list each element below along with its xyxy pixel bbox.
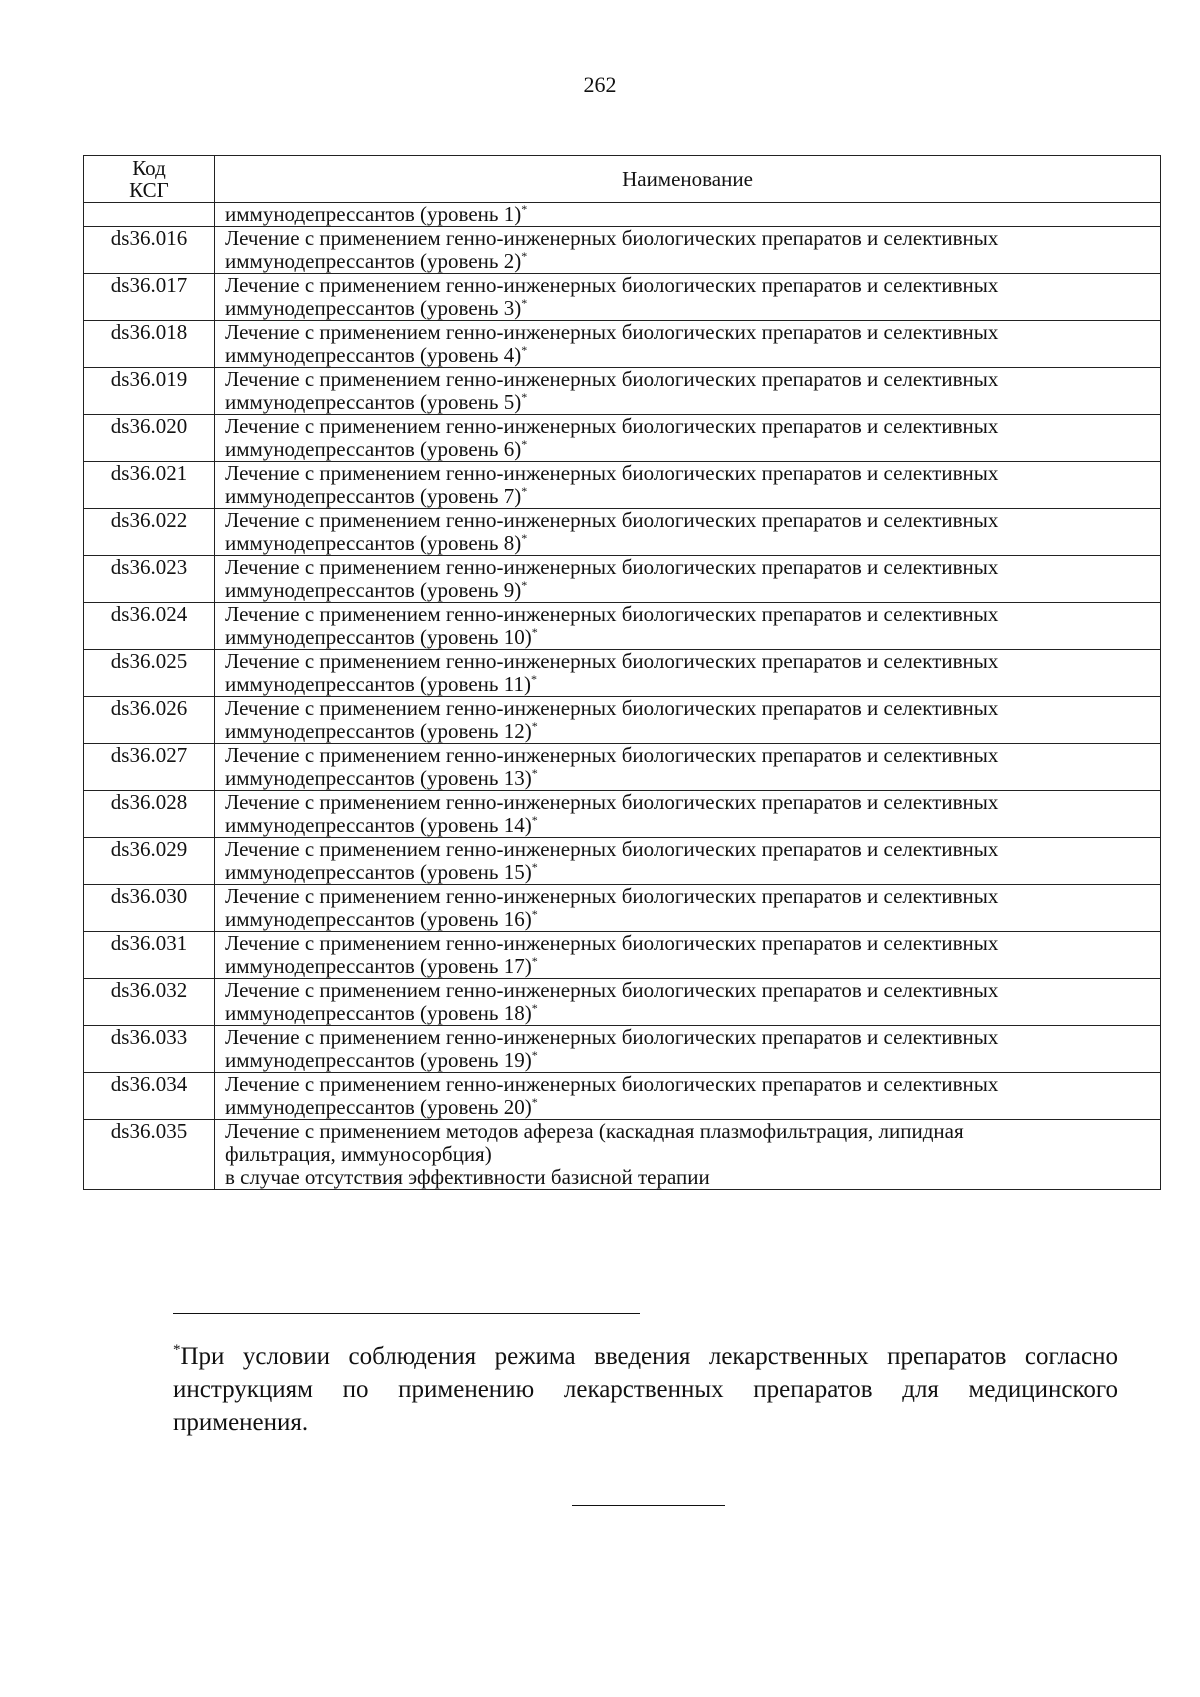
table-row (84, 791, 1161, 838)
row-name-line2 (225, 1002, 1152, 1025)
row-name (215, 979, 1161, 1026)
continuation-row (84, 203, 1161, 227)
footnote-mark: * (531, 766, 538, 780)
row-code: ds36.018 (84, 321, 215, 368)
row-name-line2 (225, 344, 1152, 367)
table-row (84, 603, 1161, 650)
table-row (84, 321, 1161, 368)
continuation-text: иммунодепрессантов (уровень 1) (225, 202, 522, 226)
footnote-mark: * (531, 625, 538, 639)
row-name-line1: Лечение с применением генно-инженерных биологических препаратов и селективных (225, 508, 999, 532)
row-name (215, 368, 1161, 415)
row-code: ds36.022 (84, 509, 215, 556)
row-name-line1: Лечение с применением генно-инженерных биологических препаратов и селективных (225, 414, 999, 438)
row-code: ds36.023 (84, 556, 215, 603)
row-name-line2 (225, 532, 1152, 555)
row-name-line2 (225, 1049, 1152, 1072)
footnote-separator (173, 1313, 640, 1314)
row-name (215, 415, 1161, 462)
row-code: ds36.033 (84, 1026, 215, 1073)
row-name (215, 603, 1161, 650)
row-name (215, 650, 1161, 697)
table-row (84, 415, 1161, 462)
row-name-level-text: иммунодепрессантов (уровень 2) (225, 249, 522, 273)
row-code: ds36.019 (84, 368, 215, 415)
footnote (173, 1340, 1118, 1439)
row-name-level-text: иммунодепрессантов (уровень 16) (225, 907, 532, 931)
table-row (84, 697, 1161, 744)
footnote-mark: * (521, 531, 528, 545)
footnote-mark: * (531, 719, 538, 733)
row-code: ds36.021 (84, 462, 215, 509)
row-name-level-text: иммунодепрессантов (уровень 17) (225, 954, 532, 978)
footnote-mark: * (531, 1095, 538, 1109)
row-code: ds36.035 (84, 1120, 215, 1190)
row-name-line1: Лечение с применением генно-инженерных биологических препаратов и селективных (225, 931, 999, 955)
table-row (84, 509, 1161, 556)
footnote-mark: * (531, 907, 538, 921)
table-row (84, 1120, 1161, 1190)
footnote-mark: * (531, 1048, 538, 1062)
row-name-line2 (225, 720, 1152, 743)
footnote-mark: * (521, 437, 528, 451)
continuation-code (84, 203, 215, 227)
row-name-line2 (225, 814, 1152, 837)
row-name (215, 885, 1161, 932)
row-name-line1: Лечение с применением генно-инженерных биологических препаратов и селективных (225, 1072, 999, 1096)
footnote-mark: * (173, 1342, 181, 1358)
footnote-mark: * (531, 860, 538, 874)
row-name-line2 (225, 908, 1152, 931)
footnote-mark: * (521, 249, 528, 263)
row-code: ds36.020 (84, 415, 215, 462)
row-name-level-text: иммунодепрессантов (уровень 4) (225, 343, 522, 367)
row-code: ds36.024 (84, 603, 215, 650)
table-row (84, 227, 1161, 274)
row-name-line1: Лечение с применением генно-инженерных биологических препаратов и селективных (225, 1025, 999, 1049)
row-name-line1: Лечение с применением генно-инженерных биологических препаратов и селективных (225, 696, 999, 720)
row-code: ds36.017 (84, 274, 215, 321)
row-name-line2 (225, 579, 1152, 602)
row-name-line2 (225, 861, 1152, 884)
row-name-line1: Лечение с применением методов афереза (каскадная плазмофильтрация, липидная (225, 1119, 964, 1143)
row-name-level-text: иммунодепрессантов (уровень 15) (225, 860, 532, 884)
row-code: ds36.030 (84, 885, 215, 932)
row-code: ds36.025 (84, 650, 215, 697)
row-name-level-text: иммунодепрессантов (уровень 10) (225, 625, 532, 649)
row-name-line1: Лечение с применением генно-инженерных биологических препаратов и селективных (225, 226, 999, 250)
row-code: ds36.026 (84, 697, 215, 744)
row-name-level-text: иммунодепрессантов (уровень 6) (225, 437, 522, 461)
table-row (84, 368, 1161, 415)
row-name-line1: Лечение с применением генно-инженерных биологических препаратов и селективных (225, 320, 999, 344)
row-name (215, 1026, 1161, 1073)
table-row (84, 885, 1161, 932)
row-name-line3: в случае отсутствия эффективности базисной терапии (225, 1165, 710, 1189)
row-name-line2 (225, 391, 1152, 414)
footnote-mark: * (521, 484, 528, 498)
row-name (215, 556, 1161, 603)
row-name-line2 (225, 438, 1152, 461)
row-name-line2 (225, 1096, 1152, 1119)
row-name (215, 791, 1161, 838)
row-name (215, 838, 1161, 885)
table-row (84, 556, 1161, 603)
row-code: ds36.016 (84, 227, 215, 274)
row-name-level-text: иммунодепрессантов (уровень 7) (225, 484, 522, 508)
row-name-line1: Лечение с применением генно-инженерных биологических препаратов и селективных (225, 602, 999, 626)
row-name-line1: Лечение с применением генно-инженерных биологических препаратов и селективных (225, 367, 999, 391)
row-name-line1: Лечение с применением генно-инженерных биологических препаратов и селективных (225, 273, 999, 297)
row-name-line2 (225, 485, 1152, 508)
row-name-line1: Лечение с применением генно-инженерных биологических препаратов и селективных (225, 555, 999, 579)
row-name (215, 697, 1161, 744)
footnote-mark: * (521, 578, 528, 592)
row-name-line1: Лечение с применением генно-инженерных биологических препаратов и селективных (225, 837, 999, 861)
row-name-level-text: иммунодепрессантов (уровень 3) (225, 296, 522, 320)
table-row (84, 274, 1161, 321)
row-code: ds36.028 (84, 791, 215, 838)
table-row (84, 1026, 1161, 1073)
row-code: ds36.032 (84, 979, 215, 1026)
footnote-mark: * (531, 954, 538, 968)
ksg-table (83, 155, 1161, 1190)
end-separator (572, 1505, 725, 1506)
table-row (84, 744, 1161, 791)
row-name-line2 (225, 673, 1152, 696)
row-name-line1: Лечение с применением генно-инженерных биологических препаратов и селективных (225, 743, 999, 767)
row-name-level-text: иммунодепрессантов (уровень 12) (225, 719, 532, 743)
table-row (84, 1073, 1161, 1120)
footnote-mark: * (521, 390, 528, 404)
footnote-mark: * (521, 202, 528, 216)
footnote-mark: * (531, 1001, 538, 1015)
row-name-line1: Лечение с применением генно-инженерных биологических препаратов и селективных (225, 461, 999, 485)
row-name-level-text: иммунодепрессантов (уровень 11) (225, 672, 531, 696)
table-row (84, 650, 1161, 697)
row-name (215, 274, 1161, 321)
header-code (84, 156, 215, 203)
row-code: ds36.034 (84, 1073, 215, 1120)
row-name-level-text: иммунодепрессантов (уровень 5) (225, 390, 522, 414)
row-name-level-text: иммунодепрессантов (уровень 14) (225, 813, 532, 837)
row-code: ds36.027 (84, 744, 215, 791)
footnote-mark: * (521, 296, 528, 310)
row-name-line1: Лечение с применением генно-инженерных биологических препаратов и селективных (225, 884, 999, 908)
row-name-level-text: иммунодепрессантов (уровень 13) (225, 766, 532, 790)
page-number: 262 (583, 72, 617, 97)
row-name (215, 1120, 1161, 1190)
row-name (215, 932, 1161, 979)
row-name-line2 (225, 767, 1152, 790)
row-name-line2: фильтрация, иммуносорбция) (225, 1142, 492, 1166)
row-name-level-text: иммунодепрессантов (уровень 20) (225, 1095, 532, 1119)
row-name (215, 509, 1161, 556)
row-name (215, 462, 1161, 509)
row-name (215, 1073, 1161, 1120)
row-name-line2 (225, 955, 1152, 978)
row-name-line1: Лечение с применением генно-инженерных биологических препаратов и селективных (225, 649, 999, 673)
row-name-line2 (225, 250, 1152, 273)
row-name (215, 227, 1161, 274)
row-name-level-text: иммунодепрессантов (уровень 18) (225, 1001, 532, 1025)
footnote-mark: * (521, 343, 528, 357)
table-header-row (84, 156, 1161, 203)
continuation-name (215, 203, 1161, 227)
footnote-mark: * (531, 813, 538, 827)
row-code: ds36.031 (84, 932, 215, 979)
table-row (84, 838, 1161, 885)
footnote-text: При условии соблюдения режима введения лекарственных препаратов согласно инструкциям по применению лекарственных препаратов для медицинского применения. (173, 1343, 1118, 1436)
row-name (215, 744, 1161, 791)
row-code: ds36.029 (84, 838, 215, 885)
footnote-mark: * (530, 672, 537, 686)
row-name-line2 (225, 297, 1152, 320)
row-name-line1: Лечение с применением генно-инженерных биологических препаратов и селективных (225, 978, 999, 1002)
row-name-line2 (225, 626, 1152, 649)
row-name-level-text: иммунодепрессантов (уровень 9) (225, 578, 522, 602)
row-name-level-text: иммунодепрессантов (уровень 19) (225, 1048, 532, 1072)
row-name-level-text: иммунодепрессантов (уровень 8) (225, 531, 522, 555)
table-row (84, 979, 1161, 1026)
table-row (84, 932, 1161, 979)
header-code-line1: Код (132, 156, 166, 180)
row-name-line1: Лечение с применением генно-инженерных биологических препаратов и селективных (225, 790, 999, 814)
header-name: Наименование (215, 156, 1161, 203)
row-name (215, 321, 1161, 368)
table-row (84, 462, 1161, 509)
header-code-line2: КСГ (129, 178, 169, 202)
